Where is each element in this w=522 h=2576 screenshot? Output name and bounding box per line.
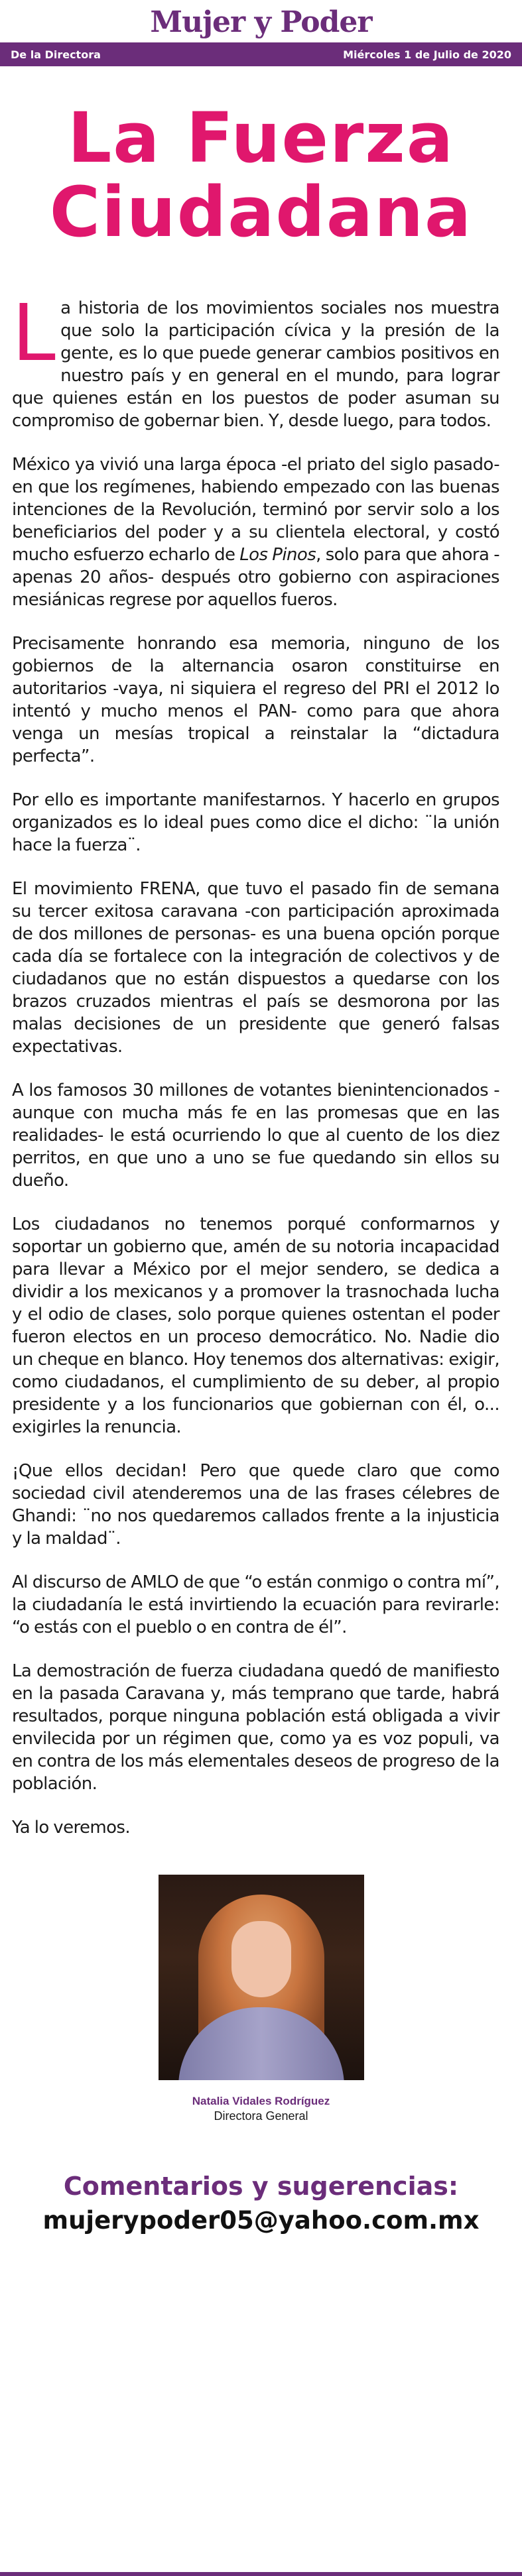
paragraph-5: El movimiento FRENA, que tuvo el pasado fin de semana su tercer exitosa caravana -con participación aproximada de dos millones de personas- es una buena opción porque cada día se fortalece con la integración de colectivos y de ciudadanos que no están dispuestos a quedarse con los brazos cruzados mientras el país se desmorona por las malas decisiones de un presidente que generó falsas expectativas. [12, 879, 499, 1057]
article-title: La Fuerza Ciudadana [49, 97, 473, 253]
paragraph-4: Por ello es importante manifestarnos. Y hacerlo en grupos organizados es lo ideal pues como dice el dicho: ¨la unión hace la fuerza¨. [12, 790, 499, 855]
section-label: De la Directora [11, 48, 101, 61]
paragraph-6: A los famosos 30 millones de votantes bienintencionados -aunque con mucha más fe en las promesas que en las realidades- le está ocurriendo lo que al cuento de los diez perritos, en que uno a uno se fue quedando sin ellos su dueño. [12, 1081, 499, 1191]
paragraph-11: Ya lo veremos. [12, 1818, 131, 1838]
author-role: Directora General [214, 2109, 308, 2123]
author-name: Natalia Vidales Rodríguez [192, 2095, 330, 2107]
comments-label: Comentarios y sugerencias: [63, 2172, 459, 2201]
author-block [0, 1875, 522, 2123]
article-body [0, 287, 522, 1839]
paragraph-7: Los ciudadanos no tenemos porqué conformarnos y soportar un gobierno que, amén de su notoria incapacidad para llevar a México por el mejor sendero, se dedica a dividir a los mexicanos y a promover la trasnochada lucha y el odio de clases, solo porque quienes ostentan el poder fueron electos en un proceso democrático. No. Nadie dio un cheque en blanco. Hoy tenemos dos alternativas: exigir, como ciudadanos, el cumplimiento de su deber, al propio presidente y a los funcionarios que gobiernan con él, o... exigirles la renuncia. [12, 1214, 499, 1437]
paragraph-8: ¡Que ellos decidan! Pero que quede claro que como sociedad civil atenderemos una de las frases célebres de Ghandi: ¨no nos quedaremos callados frente a la injusticia y la maldad¨. [12, 1461, 499, 1549]
paragraph-1 [12, 287, 499, 432]
bottom-rule [0, 2572, 522, 2576]
paragraph-1-text: a historia de los movimientos sociales nos muestra que solo la participación cívica y la presión de la gente, es lo que puede generar cambios positivos en nuestro país y en general en el mundo, para lograr que quienes están en los puestos de poder asuman su compromiso de gobernar bien. Y, desde luego, para todos. [12, 298, 499, 431]
paragraph-10: La demostración de fuerza ciudadana quedó de manifiesto en la pasada Caravana y, más temprano que tarde, habrá resultados, porque ninguna población está obligada a vivir envilecida por un régimen que, como ya es voz populi, va en contra de los más elementales deseos de progreso de la población. [12, 1661, 499, 1794]
issue-date: Miércoles 1 de Julio de 2020 [343, 48, 511, 61]
photo-face [231, 1921, 291, 1997]
paragraph-2-text-b: , solo para que ahora -apenas 20 años- después otro gobierno con aspiraciones mesiánicas regrese por aquellos fueros. [12, 545, 500, 610]
contact-email[interactable]: mujerypoder05@yahoo.com.mx [42, 2206, 480, 2235]
paragraph-3: Precisamente honrando esa memoria, ninguno de los gobiernos de la alternancia osaron constituirse en autoritarios -vaya, ni siquiera el regreso del PRI el 2012 lo intentó y mucho menos el PAN- como para que ahora venga un mesías tropical a reinstalar la “dictadura perfecta”. [12, 634, 499, 766]
author-photo [159, 1875, 364, 2080]
paragraph-9: Al discurso de AMLO de que “o están conmigo o contra mí”, la ciudadanía le está invirtiendo la ecuación para revirarle: “o estás con el pueblo o en contra de él”. [12, 1572, 499, 1637]
paragraph-2-italic: Los Pinos [239, 545, 316, 565]
paragraph-2-text-a: México ya vivió una larga época -el priato del siglo pasado- en que los regímenes, habiendo empezado con las buenas intenciones de la Revolución, terminó por servir solo a los beneficiarios del poder y a su clientela electoral, y costó mucho esfuerzo echarlo de [12, 455, 499, 565]
footer [0, 2171, 522, 2236]
paragraph-2 [12, 453, 499, 611]
masthead [0, 0, 522, 42]
publication-logo: Mujer y Poder [150, 5, 372, 39]
drop-cap: L [12, 287, 56, 379]
section-bar [0, 42, 522, 66]
